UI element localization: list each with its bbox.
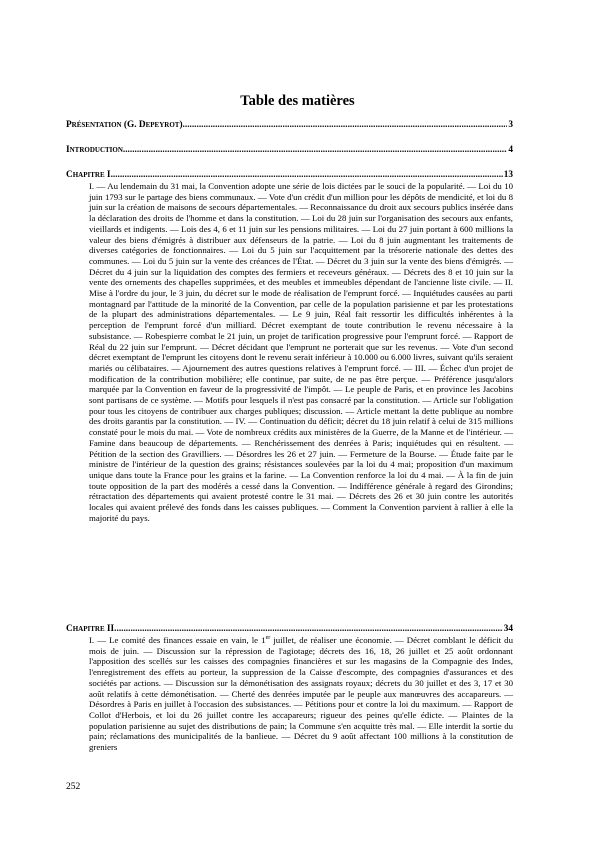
summary-text: I. — Le comité des finances essaie en vain, le 1 [89, 635, 266, 645]
toc-leader-dots [114, 624, 503, 634]
chapter-1-summary: I. — Au lendemain du 31 mai, la Convention adopte une série de lois dictées par le souci de la popularité. — Loi du 10 juin 1793 sur le partage des biens communaux. — Vote d'un crédit d'un million pour les dépôts de mendicité, et loi du 8 juin sur la création de maisons de secours départementales. — Reconnaissance du droit aux secours publics insérée dans la déclaration des droits de l'homme et dans la constitution. — Loi du 28 juin sur l'organisation des secours aux enfants, vieillards et indigents. — Lois des 4, 6 et 11 juin sur les pensions militaires. — Loi du 27 juin portant à 600 millions la valeur des biens d'émigrés à distribuer aux défenseurs de la patrie. — Loi du 8 juin augmentant les traitements de diverses catégories de fonctionnaires. — Loi du 5 juin sur l'acquittement par la trésorerie nationale des dettes des communes. — Loi du 5 juin sur la vente des créances de l'État. — Décret du 3 juin sur la vente des biens d'émigrés. — Décret du 4 juin sur la liquidation des comptes des fermiers et receveurs généraux. — Décrets des 8 et 10 juin sur la vente des ornements des chapelles supprimées, et des meubles et immeubles dépendant de l'ancienne liste civile. — II. Mise à l'ordre du jour, le 3 juin, du décret sur le mode de réalisation de l'emprunt forcé. — Inquiétudes causées au parti montagnard par l'attitude de la minorité de la Convention, par celle de la population parisienne et par les protestations de la plupart des administrations départementales. — Le 9 juin, Réal fait ressortir les difficultés inhérentes à la perception de l'emprunt forcé d'un milliard. Décret exemptant de toute contribution le revenu nécessaire à la subsistance. — Robespierre combat le 21 juin, un projet de tarification progressive pour l'emprunt forcé. — Rapport de Réal du 22 juin sur l'emprunt. — Décret décidant que l'emprunt ne porterait que sur les revenus. — Vote d'un second décret exemptant de l'emprunt les citoyens dont le revenu serait inférieur à 10.000 ou 6.000 livres, suivant qu'ils seraient mariés ou célibataires. — Ajournement des autres questions relatives à l'emprunt forcé. — III. — Échec d'un projet de modification de la contribution mobilière; elle continue, par suite, de ne pas être perçue. — Préférence jusqu'alors marquée par la Convention en faveur de la progressivité de l'impôt. — Le peuple de Paris, et en province les Jacobins sont partisans de ce système. — Motifs pour lesquels il n'est pas consacré par la constitution. — Article sur l'obligation pour tous les citoyens de contribuer aux charges publiques; discussion. — Article mettant la dette publique au nombre des droits garantis par la constitution. — IV. — Continuation du déficit; décret du 18 juin relatif à celui de 315 millions constaté pour le mois du mai. — Vote de nombreux crédits aux ministères de la Guerre, de la Manne et de l'intérieur. — Famine dans beaucoup de départements. — Renchérissement des denrées à Paris; inquiétudes qui en résultent. — Pétition de la section des Gravilliers. — Désordres les 26 et 27 juin. — Fermeture de la Bourse. — Étude faite par le ministre de l'intérieur de la question des grains; résistances soulevées par la loi du 4 mai; proposition d'un maximum unique dans toute la France pour les grains et la farine. — La Convention renforce la loi du 4 mai. — À la fin de juin toute opposition de la part des modérés a cessé dans la Convention. — Indifférence générale à regard des Girondins; rétractation des départements qui avaient protesté contre le 31 mai. — Décrets des 26 et 30 juin contre les autorités locales qui avaient prélevé des fonds dans les caisses publiques. — Comment la Convention parvient à rallier à elle la majorité du pays. [89, 181, 513, 523]
toc-leader-dots [123, 145, 507, 155]
ordinal-superscript: er [265, 635, 271, 642]
toc-entry-introduction[interactable] [66, 145, 513, 155]
toc-entry-label: Chapitre I [66, 170, 111, 180]
page-number: 252 [66, 782, 81, 792]
toc-leader-dots [183, 120, 508, 130]
summary-text: juillet, de réaliser une économie. — Décret comblant le déficit du mois de juin. — Discussion sur la répression de l'agiotage; décrets des 16, 18, 26 juillet et 25 août ordonnant l'apposition des scellés sur les caisses des compagnies financières et sur les magasins de la Compagnie des Indes, l'enregistrement des effets au porteur, la suppression de la Caisse d'escompte, des compagnies d'assurances et des sociétés par actions. — Discussion sur la démonétisation des assignats royaux; décrets du 30 juillet et des 3, 17 et 30 août relatifs à cette démonétisation. — Cherté des denrées imputée par le peuple aux manœuvres des accapareurs. — Désordres à Paris en juillet à l'occasion des subsistances. — Pétitions pour et contre la loi du maximum. — Rapport de Collot d'Herbois, et loi du 26 juillet contre les accapareurs; rigueur des peines qu'elle édicte. — Plaintes de la population parisienne au sujet des distributions de pain; la Commune s'en acquitte très mal. — Elle interdit la sortie du pain; réclamations des municipalités de la banlieue. — Décret du 9 août affectant 100 millions à la constitution de greniers [89, 635, 513, 753]
toc-entry-chapitre-2[interactable] [66, 624, 513, 634]
toc-entry-page: 3 [508, 120, 513, 130]
toc-entry-label: Présentation (G. Depeyrot) [66, 120, 183, 130]
toc-entry-page: 34 [503, 624, 513, 634]
toc-entry-presentation[interactable] [66, 120, 513, 130]
toc-entry-label: Chapitre II [66, 624, 115, 634]
page-title: Table des matières [240, 93, 355, 109]
toc-entry-page: 13 [503, 170, 513, 180]
toc-entry-label: Introduction [66, 145, 123, 155]
toc-entry-chapitre-1[interactable] [66, 170, 513, 180]
toc-leader-dots [111, 170, 503, 180]
chapter-2-summary [89, 635, 513, 753]
toc-entry-page: 4 [508, 145, 513, 155]
